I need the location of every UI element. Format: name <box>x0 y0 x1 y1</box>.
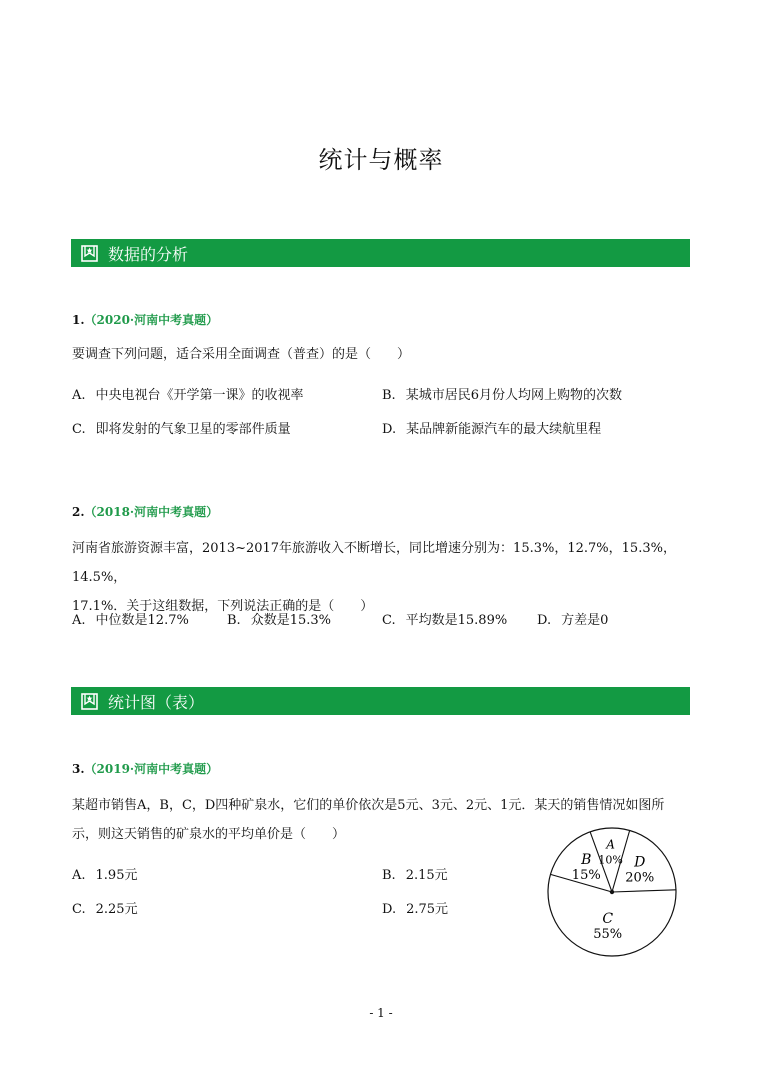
stem-line: 示，则这天销售的矿泉水的平均单价是（ ） <box>72 827 346 842</box>
stem-line: 17.1%．关于这组数据，下列说法正确的是（ ） <box>72 599 374 614</box>
pie-slice-name-d: D <box>634 854 646 871</box>
stem-line: 某超市销售A，B，C，D四种矿泉水，它们的单价依次是5元、3元、2元、1元．某天的销售情况如图所 <box>72 798 665 813</box>
question-stem-2 <box>72 534 694 621</box>
pie-slice-label-c: 55% <box>593 926 623 942</box>
section-header-statistical-charts <box>71 687 690 715</box>
option-3c: C. 2.25元 <box>72 902 138 917</box>
option-2b: B. 众数是15.3% <box>227 613 331 628</box>
bookmark-star-icon <box>81 693 98 710</box>
option-3a: A. 1.95元 <box>72 868 138 883</box>
option-3d: D. 2.75元 <box>382 902 449 917</box>
question-source: （2019·河南中考真题） <box>84 762 219 776</box>
question-header-2 <box>72 503 218 520</box>
pie-slice-name-b: B <box>581 851 592 868</box>
pie-slice-label-d: 20% <box>625 870 655 886</box>
pie-slice-label-b: 15% <box>571 867 601 883</box>
option-2c: C. 平均数是15.89% <box>382 613 508 628</box>
question-source: （2018·河南中考真题） <box>84 505 219 519</box>
option-3b: B. 2.15元 <box>382 868 448 883</box>
pie-center-dot <box>610 890 614 894</box>
option-2a: A. 中位数是12.7% <box>72 613 189 628</box>
option-2d: D. 方差是0 <box>537 613 609 628</box>
section-label: 统计图（表） <box>108 692 205 712</box>
question-header-3 <box>72 760 218 777</box>
pie-slice-name-c: C <box>602 910 614 927</box>
stem-line: 河南省旅游资源丰富，2013~2017年旅游收入不断增长，同比增速分别为：15.3%，12.7%，15.3%，14.5%， <box>72 541 676 585</box>
page-number: - 1 - <box>369 1006 393 1020</box>
question-number: 2. <box>72 505 85 519</box>
option-1b: B. 某城市居民6月份人均网上购物的次数 <box>382 388 622 403</box>
question-number: 3. <box>72 762 85 776</box>
question-header-1 <box>72 311 218 328</box>
pie-slice-name-a: A <box>606 837 615 852</box>
question-source: （2020·河南中考真题） <box>84 313 219 327</box>
option-1c: C. 即将发射的气象卫星的零部件质量 <box>72 422 291 437</box>
option-1a: A. 中央电视台《开学第一课》的收视率 <box>72 388 304 403</box>
section-header-data-analysis <box>71 239 690 267</box>
sales-pie-chart <box>542 820 692 965</box>
question-stem-1: 要调查下列问题，适合采用全面调查（普查）的是（ ） <box>72 347 411 362</box>
question-number: 1. <box>72 313 85 327</box>
page-title: 统计与概率 <box>318 146 444 174</box>
bookmark-star-icon <box>81 245 98 262</box>
pie-slice-label-a: 10% <box>598 853 623 867</box>
option-1d: D. 某品牌新能源汽车的最大续航里程 <box>382 422 602 437</box>
section-label: 数据的分析 <box>108 244 189 264</box>
